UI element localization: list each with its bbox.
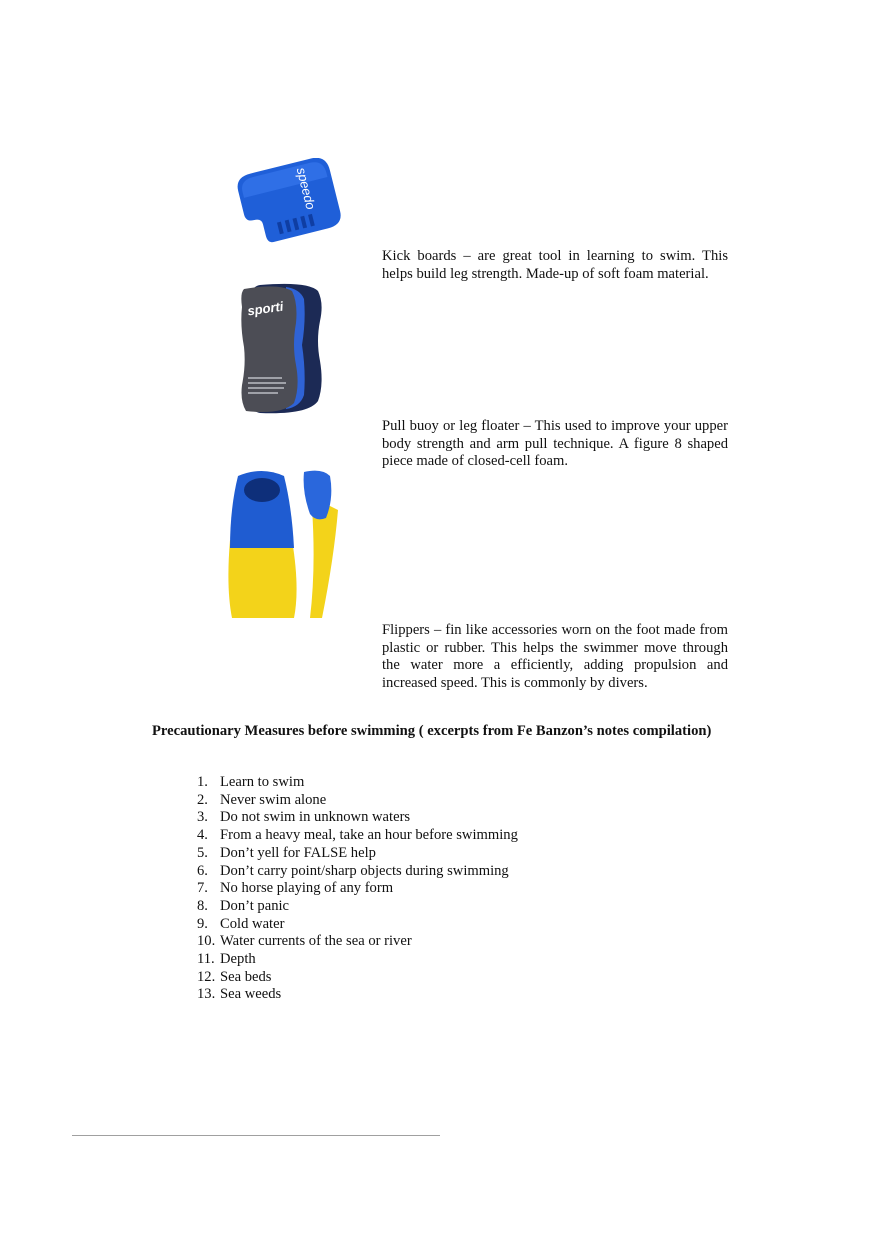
list-item: 13. Sea weeds [197, 986, 282, 1003]
footer-divider [72, 1135, 440, 1136]
pull-buoy-image [238, 281, 324, 416]
list-item: 8. Don’t panic [197, 897, 290, 914]
list-item: 6. Don’t carry point/sharp objects during swimming [197, 862, 509, 879]
kickboard-description: Kick boards – are great tool in learning to swim. This helps build leg strength. Made-up of soft foam material. [382, 248, 728, 282]
list-item: 2. Never swim alone [197, 791, 327, 808]
list-item: 11. Depth [197, 951, 256, 968]
list-item: 3. Do not swim in unknown waters [197, 809, 411, 826]
pull-buoy-brand-text: sporti [246, 298, 285, 319]
precautions-heading: Precautionary Measures before swimming ( excerpts from Fe Banzon’s notes compilation) [152, 723, 712, 739]
list-item: 7. No horse playing of any form [197, 880, 394, 897]
pull-buoy-description: Pull buoy or leg floater – This used to improve your upper body strength and arm pull technique. A figure 8 shaped piece made of closed-cell foam. [382, 418, 728, 470]
flippers-description: Flippers – fin like accessories worn on the foot made from plastic or rubber. This helps the swimmer move through the water more a efficiently, adding propulsion and increased speed. This is commonly by divers. [382, 622, 728, 691]
list-item: 5. Don’t yell for FALSE help [197, 844, 376, 861]
list-item: 4. From a heavy meal, take an hour before swimming [197, 827, 518, 844]
list-item: 12. Sea beds [197, 968, 272, 985]
list-item: 9. Cold water [197, 915, 285, 932]
precautions-list [197, 774, 597, 1004]
kickboard-brand-text: speedo [293, 166, 319, 212]
list-item: 10. Water currents of the sea or river [197, 933, 412, 950]
flippers-image [226, 468, 348, 622]
list-item: 1. Learn to swim [197, 774, 305, 790]
kickboard-image [228, 158, 342, 244]
